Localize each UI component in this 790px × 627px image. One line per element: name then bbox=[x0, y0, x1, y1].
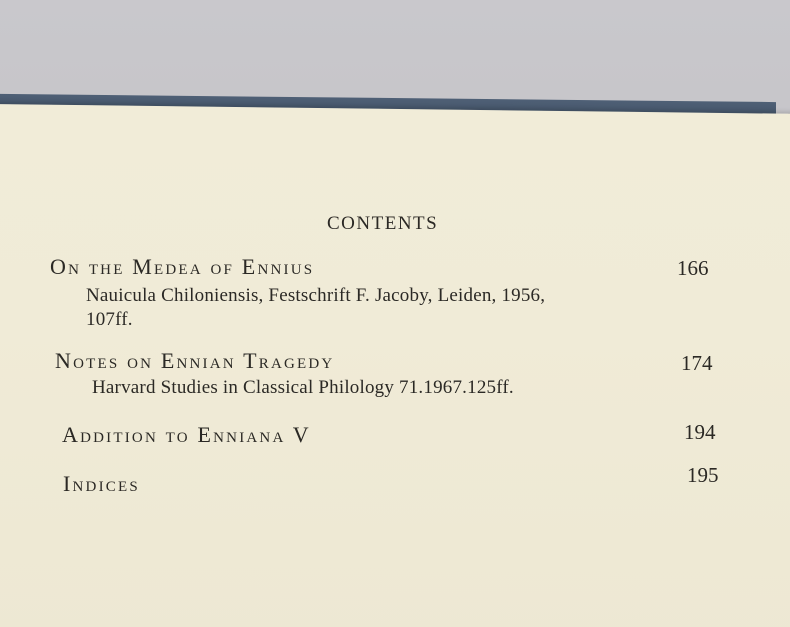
entry-page-addition: 194 bbox=[684, 420, 716, 444]
entry-page-indices: 195 bbox=[687, 463, 719, 487]
entry-title-ennian-tragedy: Notes on Ennian Tragedy bbox=[55, 348, 335, 373]
entry-title-indices: Indices bbox=[63, 471, 140, 496]
entry-page-ennian-tragedy: 174 bbox=[681, 351, 713, 375]
contents-heading: CONTENTS bbox=[327, 213, 439, 234]
entry-source-medea-line1: Nauicula Chiloniensis, Festschrift F. Jacoby, Leiden, 1956, bbox=[86, 285, 546, 306]
entry-title-medea: On the Medea of Ennius bbox=[50, 254, 315, 279]
entry-title-addition: Addition to Enniana V bbox=[62, 422, 311, 447]
entry-source-medea-line2: 107ff. bbox=[86, 309, 133, 330]
entry-page-medea: 166 bbox=[677, 256, 709, 280]
entry-source-ennian-tragedy: Harvard Studies in Classical Philology 71.1967.125ff. bbox=[92, 377, 514, 398]
